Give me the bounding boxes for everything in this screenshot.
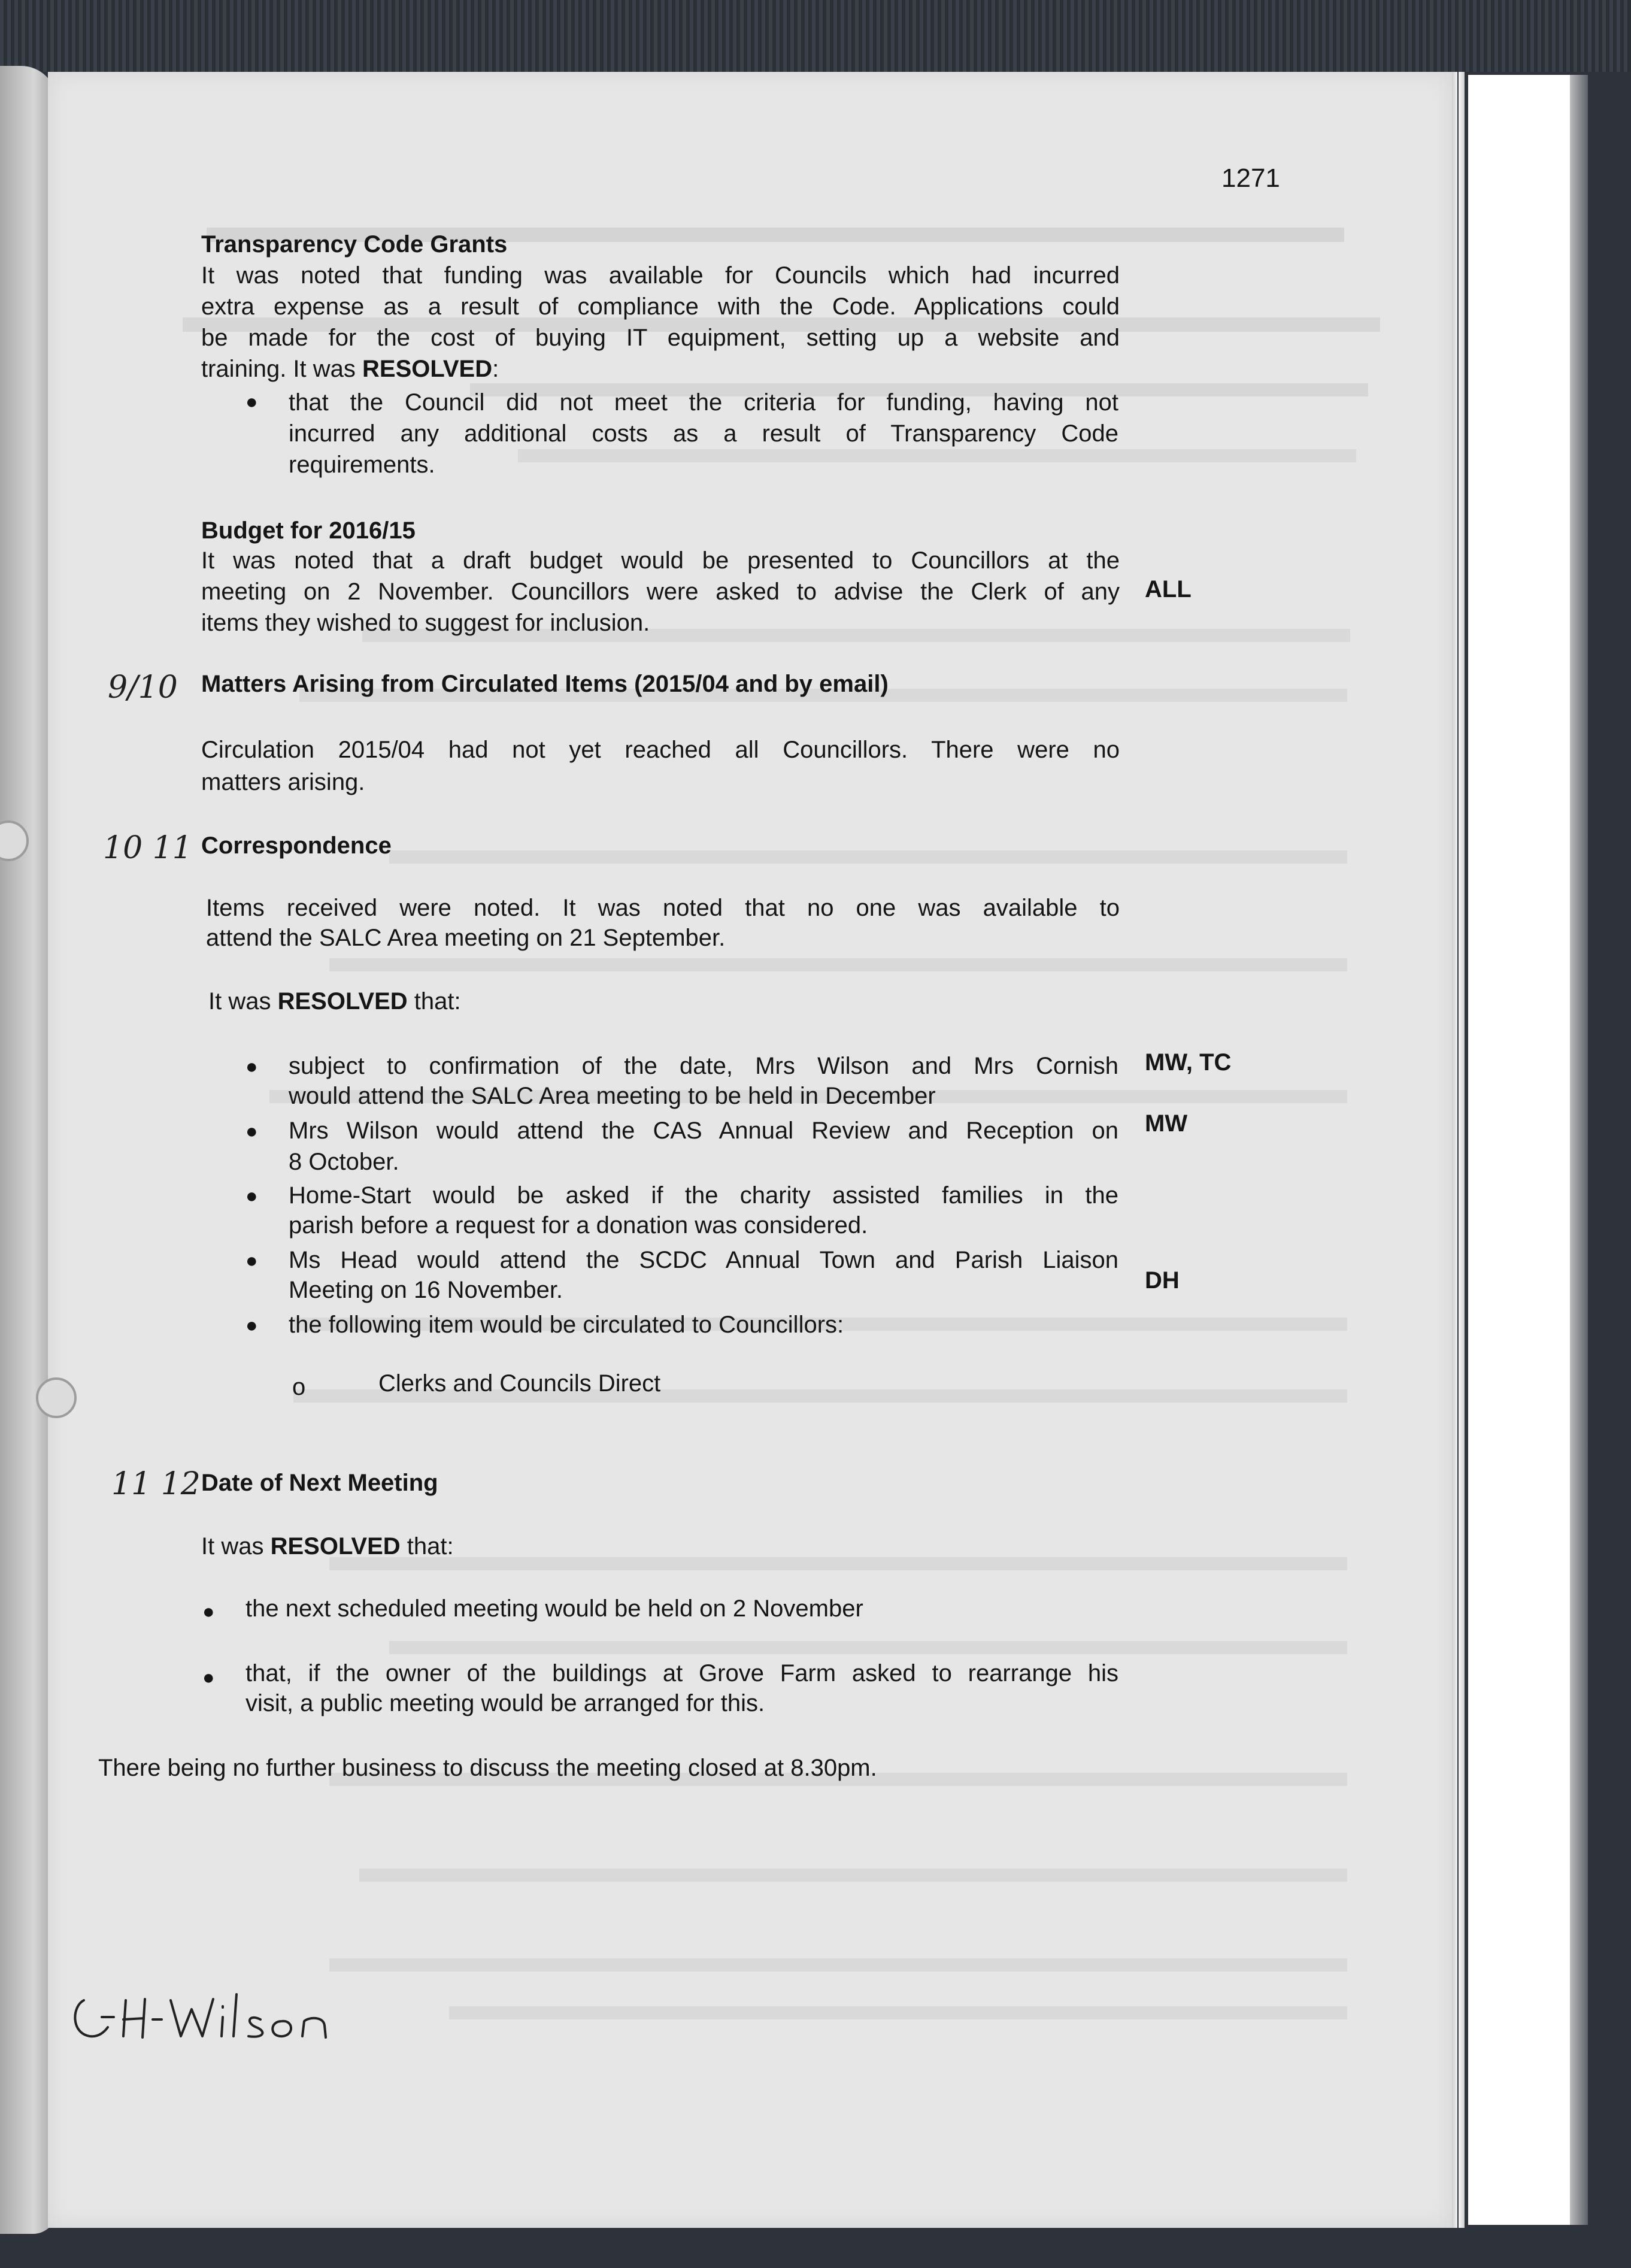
bullet-icon: ● xyxy=(202,1600,215,1623)
bullet-line: Ms Head would attend the SCDC Annual Town and Parish Liaison xyxy=(289,1247,1118,1273)
bullet-line: requirements. xyxy=(289,452,435,478)
resolved-prefix: It was xyxy=(201,1533,271,1560)
bullet-icon: ● xyxy=(245,1185,258,1207)
paragraph-line: Circulation 2015/04 had not yet reached all Councillors. There were no xyxy=(201,737,1120,763)
bullet-line: parish before a request for a donation was considered. xyxy=(289,1212,868,1239)
action-initials: ALL xyxy=(1145,576,1192,602)
chair-signature xyxy=(66,1976,353,2060)
bullet-icon: ● xyxy=(202,1666,215,1689)
resolved-word: RESOLVED xyxy=(277,988,408,1015)
bullet-line: 8 October. xyxy=(289,1149,399,1175)
resolved-word: RESOLVED xyxy=(362,356,493,382)
handwritten-item-number: 9/10 xyxy=(108,670,178,705)
bullet-line: incurred any additional costs as a result of Transparency Code xyxy=(289,420,1118,447)
bullet-icon: ● xyxy=(245,1055,258,1078)
paragraph-line: be made for the cost of buying IT equipment, setting up a website and xyxy=(201,325,1120,351)
page-number: 1271 xyxy=(1221,163,1280,193)
resolved-suffix: that: xyxy=(407,988,461,1015)
bullet-icon: ● xyxy=(245,1314,258,1337)
resolved-prefix: training. It was xyxy=(201,356,363,382)
resolved-prefix: It was xyxy=(208,988,278,1015)
closing-statement: There being no further business to discuss the meeting closed at 8.30pm. xyxy=(98,1755,877,1781)
bullet-line: subject to confirmation of the date, Mrs Wilson and Mrs Cornish xyxy=(289,1053,1118,1079)
page-edge xyxy=(1459,72,1465,2228)
paragraph-line: It was noted that a draft budget would be presented to Councillors at the xyxy=(201,547,1120,574)
bullet-icon: ● xyxy=(245,1120,258,1143)
bullet-line: Meeting on 16 November. xyxy=(289,1277,563,1303)
binder-cover xyxy=(1570,75,1588,2225)
sub-bullet-line: Clerks and Councils Direct xyxy=(378,1370,661,1397)
section-heading: Correspondence xyxy=(201,832,392,859)
paragraph-line: matters arising. xyxy=(201,769,365,795)
bullet-line: the following item would be circulated to Councillors: xyxy=(289,1312,844,1338)
bullet-line: that, if the owner of the buildings at Grove Farm asked to rearrange his xyxy=(245,1660,1118,1686)
section-heading: Budget for 2016/15 xyxy=(201,517,416,544)
bullet-line: Mrs Wilson would attend the CAS Annual Review and Reception on xyxy=(289,1118,1118,1144)
resolved-line xyxy=(201,1531,454,1562)
paragraph-line: items they wished to suggest for inclusion. xyxy=(201,610,650,636)
action-initials: MW xyxy=(1145,1110,1188,1137)
binder-texture xyxy=(0,0,1631,72)
resolved-word: RESOLVED xyxy=(270,1533,401,1560)
bullet-line: Home-Start would be asked if the charity assisted families in the xyxy=(289,1182,1118,1209)
binder-hole xyxy=(36,1377,77,1418)
paragraph-line: Items received were noted. It was noted that no one was available to xyxy=(206,895,1120,921)
paragraph-line: attend the SALC Area meeting on 21 September. xyxy=(206,925,726,951)
bullet-line: that the Council did not meet the criteria for funding, having not xyxy=(289,389,1118,416)
section-heading: Transparency Code Grants xyxy=(201,231,508,258)
resolved-suffix: : xyxy=(492,356,499,382)
action-initials: MW, TC xyxy=(1145,1049,1232,1076)
bullet-line: the next scheduled meeting would be held on 2 November xyxy=(245,1595,863,1622)
paragraph-line: It was noted that funding was available for Councils which had incurred xyxy=(201,262,1120,289)
handwritten-item-number: 10 11 xyxy=(103,830,192,866)
paragraph-line: extra expense as a result of compliance with the Code. Applications could xyxy=(201,293,1120,320)
bullet-line: would attend the SALC Area meeting to be held in December xyxy=(289,1083,936,1109)
paragraph-line: meeting on 2 November. Councillors were asked to advise the Clerk of any xyxy=(201,579,1120,605)
resolved-line xyxy=(201,353,1120,384)
resolved-suffix: that: xyxy=(400,1533,454,1560)
section-heading: Matters Arising from Circulated Items (2015/04 and by email) xyxy=(201,671,889,697)
bullet-icon: ● xyxy=(245,390,258,413)
action-initials: DH xyxy=(1145,1267,1180,1294)
sub-bullet-icon: o xyxy=(292,1374,306,1400)
bullet-line: visit, a public meeting would be arranged for this. xyxy=(245,1690,765,1716)
bullet-icon: ● xyxy=(245,1249,258,1272)
section-heading: Date of Next Meeting xyxy=(201,1470,438,1496)
binder-sheet xyxy=(1468,75,1570,2225)
resolved-line xyxy=(208,986,461,1017)
handwritten-item-number: 11 12 xyxy=(111,1466,201,1502)
